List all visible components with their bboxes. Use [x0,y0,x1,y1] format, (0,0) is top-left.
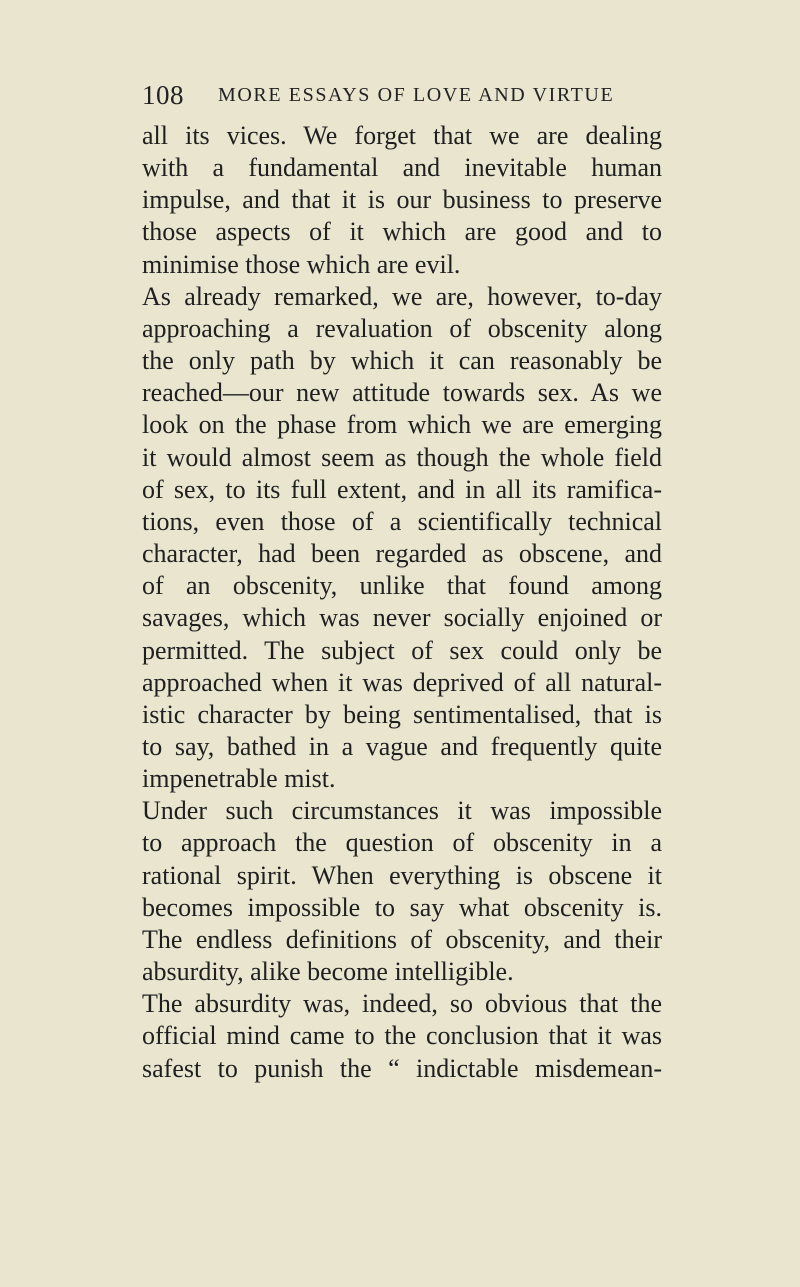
text-line: tions, even those of a scientifically technical [142,506,662,536]
text-line: all its vices. We forget that we are dealing [142,121,662,150]
paragraph [142,120,662,281]
text-line: approaching a revaluation of obscenity along [142,313,662,343]
text-line: rational spirit. When everything is obscene it [142,860,662,890]
text-line: with a fundamental and inevitable human [142,153,662,183]
text-line: it would almost seem as though the whole field [142,442,662,472]
paragraph [142,281,662,796]
text-line: minimise those which are evil. [142,249,461,279]
text-line: impenetrable mist. [142,764,336,794]
text-line: permitted. The subject of sex could only be [142,635,662,665]
text-line: The endless definitions of obscenity, and their [142,924,662,954]
paragraph [142,988,662,1084]
text-line: look on the phase from which we are emerging [142,410,662,440]
text-line: official mind came to the conclusion that it was [142,1021,662,1051]
text-line: to say, bathed in a vague and frequently quite [142,731,662,761]
text-line: to approach the question of obscenity in a [142,828,662,858]
running-header [142,78,662,112]
text-line: Under such circumstances it was impossible [142,796,662,826]
text-line: As already remarked, we are, however, to-day [142,281,662,311]
running-title: MORE ESSAYS OF LOVE AND VIRTUE [218,84,615,106]
text-line: of an obscenity, unlike that found among [142,571,662,601]
body-text [142,120,662,1085]
text-line: becomes impossible to say what obscenity is. [142,892,662,922]
text-line: savages, which was never socially enjoined or [142,603,662,633]
text-line: of sex, to its full extent, and in all its ramifica- [142,474,662,504]
text-line: reached—our new attitude towards sex. As we [142,378,662,408]
text-line: absurdity, alike become intelligible. [142,957,514,987]
paragraph [142,795,662,988]
text-line: safest to punish the “ indictable misdemean- [142,1053,662,1083]
text-line: istic character by being sentimentalised, that is [142,699,662,729]
text-line: The absurdity was, indeed, so obvious that the [142,989,662,1019]
text-line: approached when it was deprived of all natural- [142,667,662,697]
page-number: 108 [142,80,184,110]
text-line: character, had been regarded as obscene, and [142,539,662,569]
text-line: those aspects of it which are good and to [142,217,662,247]
text-line: impulse, and that it is our business to preserve [142,185,662,215]
text-line: the only path by which it can reasonably be [142,346,662,376]
